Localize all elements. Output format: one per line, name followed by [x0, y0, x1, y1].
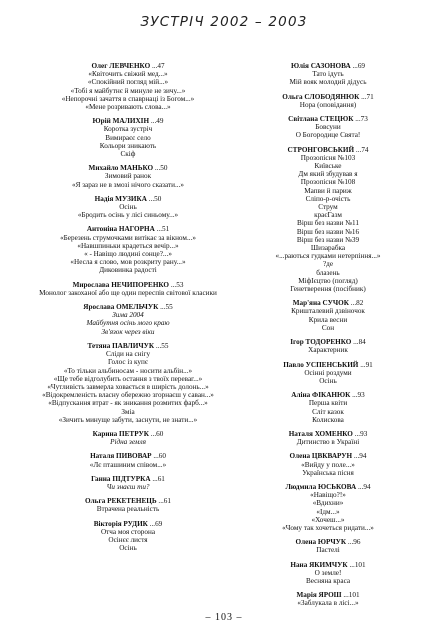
toc-title: краєГазм [314, 211, 342, 220]
author-page: ...50 [154, 164, 168, 173]
toc-title: Осінєє листя [108, 535, 148, 544]
toc-author [28, 475, 228, 483]
toc-title: Рідна земля [110, 438, 146, 447]
toc-title: Колискова [312, 415, 344, 424]
toc-column-right [228, 62, 428, 614]
toc-title: Скіф [120, 150, 136, 159]
toc-author [28, 303, 228, 311]
toc-title: Прозопісня №103 [300, 153, 356, 162]
toc-title: «Ще тебе відголубить остання з твоїх переваг...» [53, 374, 203, 383]
toc-entry [28, 520, 228, 553]
toc-title: «Відокремленість власну обережно згорнаєш у саван...» [42, 391, 214, 400]
toc-author [28, 430, 228, 438]
author-name: Надія МУЗИКА [94, 194, 149, 203]
toc-title: Нора (оповідання) [299, 100, 357, 109]
toc-author [28, 195, 228, 203]
author-name: Антоніна НАГОРНА [86, 225, 157, 234]
author-page: ...101 [343, 591, 360, 600]
toc-entry [228, 430, 428, 446]
toc-author [228, 538, 428, 546]
author-name: Михайло МАНЬКО [88, 164, 155, 173]
toc-title: Весняна краса [305, 576, 351, 585]
toc-title: Дитинство в Україні [296, 438, 360, 447]
toc-author [228, 591, 428, 599]
toc-entry [228, 591, 428, 607]
toc-entry [228, 338, 428, 354]
page-number: – 103 – [205, 612, 243, 623]
toc-title: «Вийду у поле...» [301, 460, 355, 469]
toc-title: «Ідм...» [316, 507, 340, 516]
toc-author [28, 164, 228, 172]
author-page: ...93 [352, 391, 365, 400]
toc-title: «Чутливість завмерла ховається в ширість долонь...» [47, 382, 209, 391]
toc-title: Прозопісня №108 [300, 178, 356, 187]
toc-entry [28, 225, 228, 274]
author-page: ...94 [357, 482, 371, 491]
toc-author [228, 146, 428, 154]
toc-title: Пастелі [316, 546, 340, 555]
toc-entry [228, 361, 428, 386]
toc-column-left [28, 62, 228, 558]
toc-title: Мій вояк молодий дідусь [289, 78, 367, 87]
toc-entry [228, 62, 428, 87]
author-name: Ольга СЛОБОДЯНЮК [282, 92, 362, 101]
toc-entry [28, 475, 228, 491]
toc-title: Втрачена реальність [96, 505, 160, 514]
author-name: Світлана СТЕЦЮК [288, 115, 356, 124]
author-page: ...84 [353, 338, 366, 347]
toc-title: «Вдихни» [312, 499, 344, 508]
toc-title: «То тільки альбиносам - носити альбін...» [63, 366, 193, 375]
toc-title: Осінь [119, 203, 137, 212]
toc-author [28, 497, 228, 505]
toc-title: «Несла я слово, мов розкриту рану...» [70, 258, 186, 267]
toc-entry [28, 281, 228, 297]
author-page: ...74 [355, 145, 369, 154]
author-name: Мирослава НЕЧИПОРЕНКО [72, 280, 171, 289]
toc-title: Мапви й париж [304, 186, 352, 195]
author-page: ...73 [355, 115, 368, 124]
toc-title: Крила весни [308, 315, 348, 324]
toc-author [228, 483, 428, 491]
toc-entry [28, 164, 228, 189]
author-page: ...96 [347, 538, 361, 547]
author-page: ...82 [350, 299, 364, 308]
toc-title: « - Навіщо людині сонце?...» [84, 250, 172, 259]
toc-title: Перша квіти [308, 399, 348, 408]
author-name: Олег ЛЕВЧЕНКО [91, 62, 152, 70]
toc-title: Зв'язок через віки [101, 327, 155, 336]
author-name: Олена ЮРЧУК [295, 538, 348, 547]
toc-title: «Відпускання втрат - як зникання розмитих фарб...» [48, 399, 208, 408]
author-name: Марія ЯРОШ [296, 591, 344, 600]
toc-entry [228, 391, 428, 424]
author-page: ...93 [354, 429, 368, 438]
toc-title: Осінні роздуми [304, 368, 352, 377]
toc-title: МіфІєцтво (погляд) [298, 276, 358, 285]
toc-title: Осінь [319, 376, 337, 385]
author-name: Юрій МАЛИХІН [92, 117, 151, 126]
toc-entry [28, 62, 228, 111]
toc-title: Київське [314, 162, 342, 171]
toc-title: Сліпо-р-очість [305, 194, 351, 203]
toc-title: «Зичить минуще забути, заснути, не знати...» [58, 415, 198, 424]
toc-title: «Березень струмочками витікає за вікном...» [60, 233, 196, 242]
toc-entry [28, 430, 228, 446]
toc-title: «...раються гудками нетерпіння...» [275, 252, 381, 261]
toc-title: Тато ідуть [312, 70, 344, 79]
toc-title: блазень [316, 268, 340, 277]
toc-author [228, 115, 428, 123]
author-name: Ольга РЕКЕТЕНЕЦЬ [85, 497, 159, 506]
author-name: Вікторія РУДИК [93, 519, 150, 528]
toc-title: Вимираєє село [105, 133, 151, 142]
author-page: ...101 [349, 560, 366, 569]
page-header: ЗУСТРІЧ 2002 – 2003 [140, 14, 308, 30]
author-page: ...69 [149, 519, 163, 528]
author-name: Юлія САЗОНОВА [290, 62, 353, 70]
toc-title: Зимовий ранок [104, 172, 152, 181]
author-name: Наталя ПИВОВАР [90, 452, 154, 461]
toc-entry [228, 299, 428, 332]
author-name: Тетяна ПАВЛИЧУК [87, 341, 156, 350]
author-name: Павло УСПЕНСЬКИЙ [283, 360, 361, 369]
toc-title: Українська пісня [302, 468, 354, 477]
author-page: ...94 [353, 452, 367, 461]
toc-author [28, 117, 228, 125]
toc-author [28, 342, 228, 350]
toc-title: Сон [321, 323, 335, 332]
toc-title: Бовсуни [315, 123, 341, 132]
author-page: ...61 [158, 497, 171, 506]
toc-title: «Непорочні зачаття в спаврнаці із Богом...» [61, 94, 195, 103]
author-name: Олена ЦВКВАРУН [289, 452, 354, 461]
toc-title: Чи знаєш ти? [106, 482, 150, 491]
toc-title: Зима 2004 [112, 311, 144, 320]
toc-entry [28, 303, 228, 336]
toc-entry [28, 117, 228, 158]
toc-title: «Лє пташиним співом...» [89, 460, 167, 469]
toc-title: «Тобі я майбутнє й минуле не зичу...» [70, 86, 186, 95]
toc-title: Коротка зустріч [103, 125, 153, 134]
author-page: ...47 [151, 62, 165, 70]
toc-author [228, 361, 428, 369]
toc-author [228, 338, 428, 346]
toc-title: ?де [322, 260, 334, 269]
toc-entry [28, 342, 228, 424]
author-name: Мар'яна СУЧОК [292, 299, 351, 308]
toc-author [28, 225, 228, 233]
author-name: Ярослава ОМЕЛЬЧУК [83, 303, 161, 312]
toc-title: Кольори зникають [99, 141, 157, 150]
author-page: ...60 [153, 452, 166, 461]
toc-title: Шизарабка [310, 244, 346, 253]
toc-title: Струм [318, 203, 338, 212]
toc-entry [228, 452, 428, 477]
toc-title: «Заблукала в лісі...» [297, 599, 359, 608]
toc-entry [28, 195, 228, 220]
toc-title: Голос із купє [108, 358, 148, 367]
author-page: ...55 [155, 341, 169, 350]
toc-author [228, 561, 428, 569]
toc-title: Вірш без назви №11 [297, 219, 359, 228]
toc-entry [228, 538, 428, 554]
toc-entry [228, 146, 428, 294]
author-name: Людмила ЮСЬКОВА [285, 482, 358, 491]
toc-title: О земле! [314, 568, 342, 577]
toc-author [228, 430, 428, 438]
toc-author [228, 93, 428, 101]
toc-title: Зміа [121, 407, 135, 416]
author-name: Наталя ХОМЕНКО [288, 429, 355, 438]
author-page: ...69 [352, 62, 366, 70]
author-name: Аліна ФІКАНЮК [291, 391, 353, 400]
toc-title: Монолог закоханої або ще один переспів світової класики [39, 288, 217, 297]
toc-author [228, 391, 428, 399]
author-page: ...71 [361, 92, 374, 101]
toc-author [28, 281, 228, 289]
author-page: ...91 [360, 360, 373, 369]
toc-title: Вірш без назви №39 [296, 235, 360, 244]
toc-title: Характерник [308, 346, 348, 355]
toc-title: «Спокійний погляд мій...» [87, 78, 169, 87]
toc-entry [228, 561, 428, 586]
author-page: ...53 [170, 280, 184, 289]
toc-title: Дм який збудував я [298, 170, 358, 179]
author-page: ...60 [150, 429, 164, 438]
toc-title: «Мене розривають слова...» [85, 103, 171, 112]
toc-author [228, 452, 428, 460]
toc-author [28, 520, 228, 528]
author-page: ...51 [156, 225, 170, 234]
toc-title: «Чому так хочеться ридати...» [282, 523, 374, 532]
toc-title: Вірш без назви №16 [296, 227, 360, 236]
toc-title: О Богородице Свята! [295, 131, 361, 140]
toc-author [228, 299, 428, 307]
toc-entry [28, 452, 228, 468]
toc-title: Сліди на снігу [105, 350, 151, 359]
toc-entry [28, 497, 228, 513]
toc-entry [228, 93, 428, 109]
toc-title: Диковинка радості [99, 266, 157, 275]
toc-entry [228, 483, 428, 532]
toc-title: Осінь [119, 544, 137, 553]
author-name: Нана ЯКИМЧУК [290, 560, 350, 569]
author-page: ...61 [152, 474, 165, 483]
toc-author [28, 452, 228, 460]
toc-author [28, 62, 228, 70]
toc-title: «Квіточить свіжий мед...» [88, 70, 168, 79]
toc-title: «Навшпиньки крадеться вечір...» [77, 241, 179, 250]
author-name: Ганна ПІДТУРКА [91, 474, 153, 483]
toc-title: Генетверення (посібник) [290, 285, 366, 294]
author-page: ...49 [150, 117, 164, 126]
toc-entry [228, 115, 428, 140]
toc-title: «Навіщо?!» [310, 491, 346, 500]
toc-title: «Хочеш...» [311, 515, 345, 524]
toc-title: «Бродить осінь у лісі синьому...» [77, 211, 179, 220]
toc-author [228, 62, 428, 70]
toc-title: Майбутня осінь мого краю [86, 319, 170, 328]
author-name: Ігор ТОДОРЕНКО [290, 338, 354, 347]
author-name: Карина ПЕТРУК [92, 429, 151, 438]
author-page: ...50 [148, 194, 162, 203]
author-name: СТРОНГОВСЬКИЙ [287, 145, 356, 154]
toc-title: Отча моя сторона [100, 527, 156, 536]
author-page: ...55 [160, 303, 173, 312]
toc-title: Сліт казок [312, 407, 344, 416]
toc-title: Кришталевий дзвіночок [291, 307, 365, 316]
toc-title: «Я зараз не в змозі нічого сказати...» [72, 180, 184, 189]
